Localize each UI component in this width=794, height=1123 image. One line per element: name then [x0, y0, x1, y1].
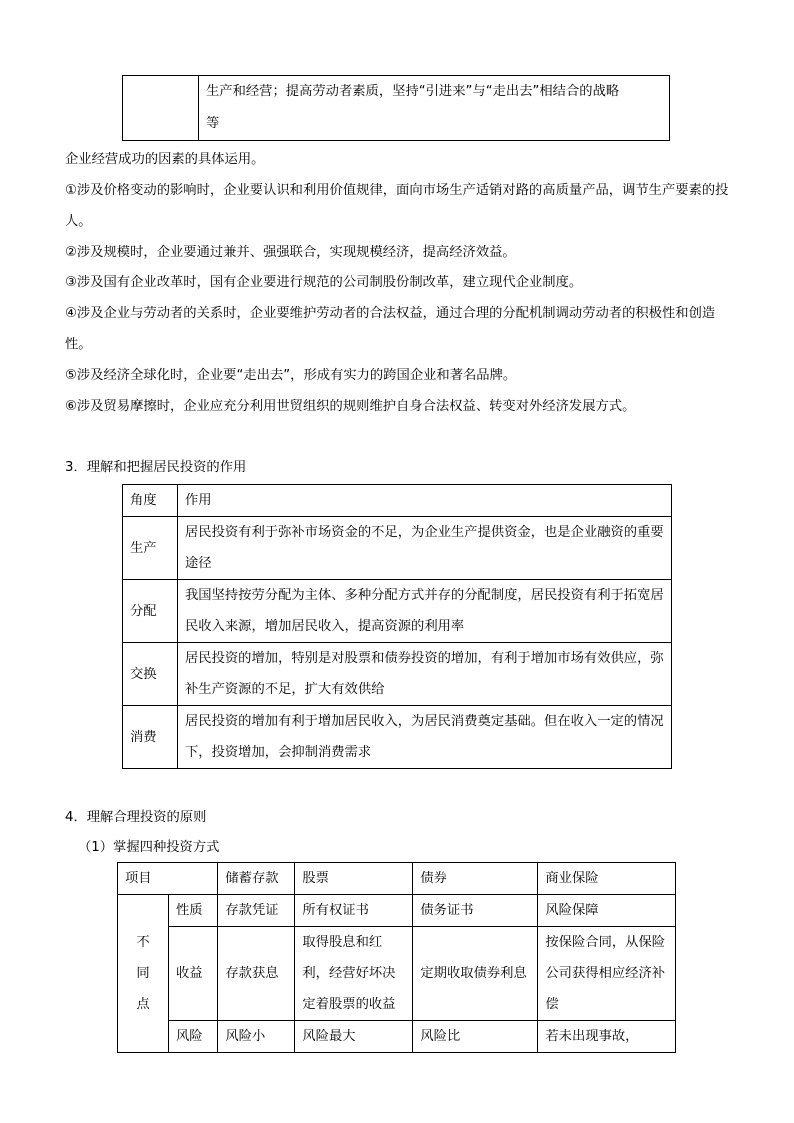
- empty-cell: [123, 76, 199, 141]
- continuation-cell: [199, 76, 670, 141]
- section4-heading: 4．理解合理投资的原则: [65, 810, 207, 825]
- row-effect: 居民投资的增加，特别是对股票和债券投资的增加，有利于增加市场有效供应，弥补生产资源的不足，扩大有效供给: [178, 643, 672, 706]
- row-effect: 居民投资的增加有利于增加居民收入，为居民消费奠定基础。但在收入一定的情况下，投资增加，会抑制消费需求: [178, 706, 672, 769]
- continuation-table: [122, 75, 670, 141]
- cell-savings: 风险小: [218, 1021, 295, 1053]
- header-insurance: 商业保险: [538, 863, 676, 895]
- row-angle: 分配: [123, 580, 178, 643]
- cell-stocks: 所有权证书: [295, 895, 413, 927]
- group-label-cell: [118, 895, 169, 1053]
- section-intro: 企业经营成功的因素的具体运用。: [65, 152, 265, 167]
- row-angle: 交换: [123, 643, 178, 706]
- cell-insurance: 若未出现事故，: [538, 1021, 676, 1053]
- row-label: 收益: [169, 927, 218, 1021]
- group-label-char: 同: [136, 966, 150, 981]
- point-6: ⑥涉及贸易摩擦时，企业应充分利用世贸组织的规则维护自身合法权益、转变对外经济发展方式。: [65, 399, 636, 414]
- group-label-char: 点: [136, 997, 150, 1012]
- investment-methods-table: [117, 862, 676, 1053]
- row-angle: 生产: [123, 517, 178, 580]
- header-effect: 作用: [178, 485, 672, 517]
- table-row: [118, 1021, 676, 1053]
- cell-insurance: 按保险合同，从保险公司获得相应经济补偿: [538, 927, 676, 1021]
- point-2: ②涉及规模时，企业要通过兼并、强强联合，实现规模经济，提高经济效益。: [65, 245, 516, 260]
- table-row: [118, 927, 676, 1021]
- table-row: [123, 517, 672, 580]
- cell-bonds: 风险比: [413, 1021, 538, 1053]
- header-item: 项目: [118, 863, 218, 895]
- section3-heading: 3．理解和把握居民投资的作用: [65, 460, 247, 475]
- table-header-row: [123, 485, 672, 517]
- table-row: [123, 643, 672, 706]
- investment-role-table: [122, 484, 672, 769]
- cell-savings: 存款获息: [218, 927, 295, 1021]
- continuation-line-2: 等: [206, 116, 220, 131]
- cell-bonds: 债务证书: [413, 895, 538, 927]
- cell-insurance: 风险保障: [538, 895, 676, 927]
- section4-subheading: （1）掌握四种投资方式: [78, 840, 220, 855]
- cell-savings: 存款凭证: [218, 895, 295, 927]
- header-bonds: 债券: [413, 863, 538, 895]
- header-angle: 角度: [123, 485, 178, 517]
- table-row: [118, 895, 676, 927]
- point-1: ①涉及价格变动的影响时，企业要认识和利用价值规律，面向市场生产适销对路的高质量产品，调节生产要素的投人。: [65, 183, 729, 229]
- row-effect: 我国坚持按劳分配为主体、多种分配方式并存的分配制度，居民投资有利于拓宽居民收入来源，增加居民收入，提高资源的利用率: [178, 580, 672, 643]
- point-5: ⑤涉及经济全球化时，企业要“走出去”，形成有实力的跨国企业和著名品牌。: [65, 368, 517, 383]
- cell-stocks: 取得股息和红利，经营好坏决定着股票的收益: [295, 927, 413, 1021]
- header-savings: 储蓄存款: [218, 863, 295, 895]
- cell-stocks: 风险最大: [295, 1021, 413, 1053]
- row-angle: 消费: [123, 706, 178, 769]
- table-row: [123, 580, 672, 643]
- point-4: ④涉及企业与劳动者的关系时，企业要维护劳动者的合法权益，通过合理的分配机制调动劳动者的积极性和创造性。: [65, 306, 716, 352]
- continuation-line-1: 生产和经营；提高劳动者素质，坚持“引进来”与“走出去”相结合的战略: [206, 84, 620, 99]
- row-effect: 居民投资有利于弥补市场资金的不足，为企业生产提供资金，也是企业融资的重要途径: [178, 517, 672, 580]
- header-stocks: 股票: [295, 863, 413, 895]
- row-label: 性质: [169, 895, 218, 927]
- group-label-char: 不: [136, 935, 150, 950]
- table-header-row: [118, 863, 676, 895]
- cell-bonds: 定期收取债券利息: [413, 927, 538, 1021]
- table-row: [123, 706, 672, 769]
- row-label: 风险: [169, 1021, 218, 1053]
- point-3: ③涉及国有企业改革时，国有企业要进行规范的公司制股份制改革，建立现代企业制度。: [65, 275, 583, 290]
